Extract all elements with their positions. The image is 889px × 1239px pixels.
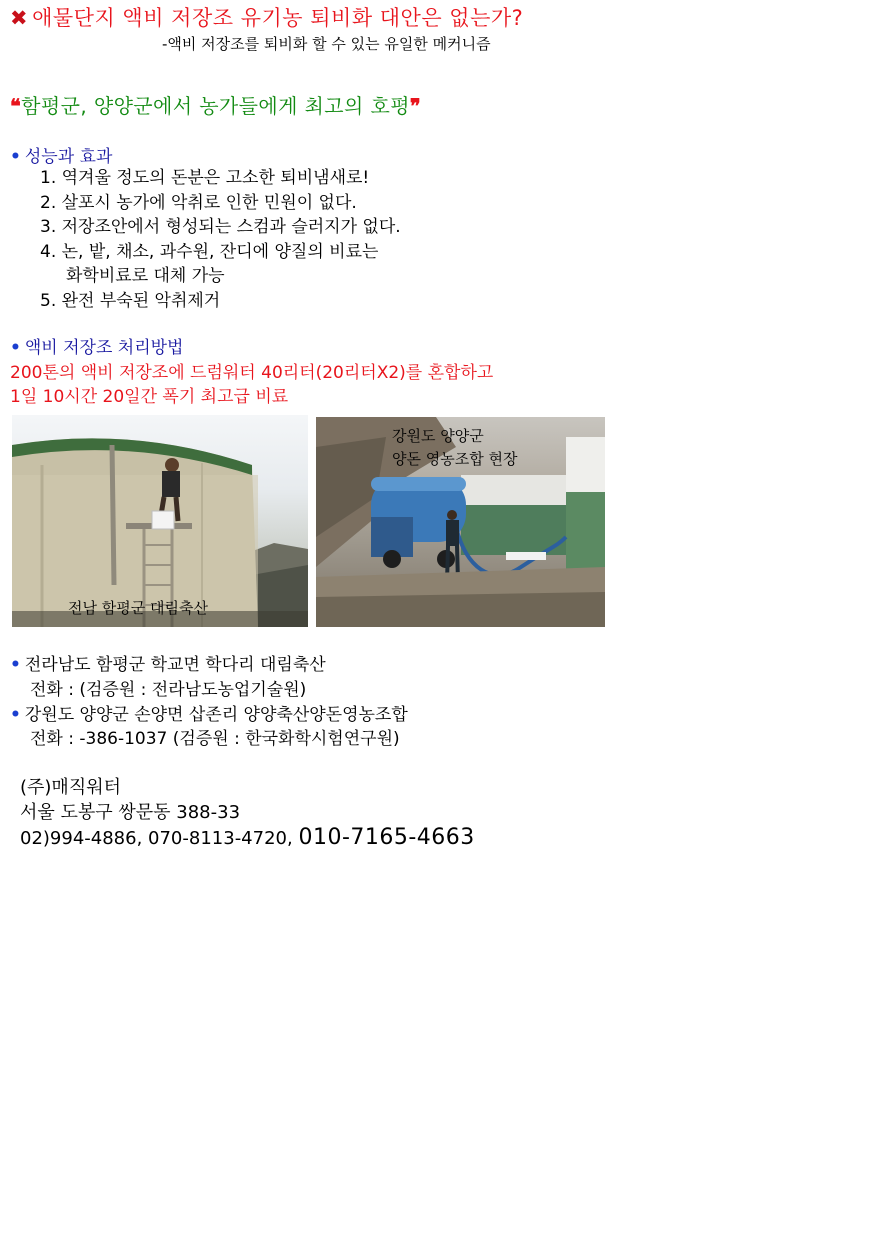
photo-caption-left: 전남 함평군 대림축산 (68, 599, 208, 617)
contact-2-text: 강원도 양양군 손양면 삽존리 양양축산양돈영농조합 (24, 705, 408, 725)
contact-2-name (10, 700, 408, 725)
contact-1-phone: 전화 : (검증원 : 전라남도농업기술원) (30, 680, 307, 700)
contact-1-text: 전라남도 함평군 학교면 학다리 대림축산 (24, 655, 326, 675)
bullet-icon: • (10, 705, 21, 725)
bullet-icon: • (10, 147, 21, 167)
bullet-icon: • (10, 655, 21, 675)
page-subtitle: -액비 저장조를 퇴비화 할 수 있는 유일한 메커니즘 (162, 35, 491, 53)
section-heading-method (10, 333, 183, 358)
x-mark-icon: ✖ (10, 6, 29, 30)
photo-caption-right-1: 강원도 양양군 (392, 427, 484, 445)
heading-text: 성능과 효과 (24, 147, 113, 167)
contact-2-phone: 전화 : -386-1037 (검증원 : 한국화학시험연구원) (30, 729, 400, 749)
company-phones: 02)994-4886, 070-8113-4720, (20, 828, 293, 849)
company-phones-row (20, 825, 475, 851)
method-line-2: 1일 10시간 20일간 폭기 최고급 비료 (10, 387, 289, 407)
heading-text: 액비 저장조 처리방법 (24, 338, 184, 358)
effects-list (40, 166, 401, 313)
title-text: 애물단지 액비 저장조 유기농 퇴비화 대안은 없는가? (32, 6, 524, 30)
close-quote-icon: ❞ (409, 94, 422, 118)
company-mobile: 010-7165-4663 (298, 825, 475, 850)
list-item: 3. 저장조안에서 형성되는 스컴과 슬러지가 없다. (40, 217, 401, 237)
company-info (20, 775, 475, 851)
list-item-continuation: 화학비료로 대체 가능 (66, 266, 225, 286)
quote-text: 함평군, 양양군에서 농가들에게 최고의 호평 (21, 94, 410, 118)
bullet-icon: • (10, 338, 21, 358)
contact-1-name (10, 650, 326, 675)
tank-photo-illustration (12, 415, 308, 627)
page-title (10, 2, 523, 32)
list-item: 4. 논, 밭, 채소, 과수원, 잔디에 양질의 비료는 (40, 241, 379, 262)
photo-caption-right-2: 양돈 영농조합 현장 (392, 450, 518, 468)
list-item: 2. 살포시 농가에 악취로 인한 민원이 없다. (40, 192, 357, 213)
list-item: 5. 완전 부숙된 악취제거 (40, 290, 221, 311)
section-heading-effects (10, 142, 112, 167)
company-address: 서울 도봉구 쌍문동 388-33 (20, 802, 241, 823)
photo-yangyang-site (316, 417, 605, 627)
method-line-1: 200톤의 액비 저장조에 드럼워터 40리터(20리터X2)를 혼합하고 (10, 363, 494, 383)
highlight-quote (10, 90, 421, 119)
photo-hampyeong-tank (12, 415, 308, 627)
company-name: (주)매직워터 (20, 777, 121, 798)
list-item: 1. 역겨울 정도의 돈분은 고소한 퇴비냄새로! (40, 168, 370, 188)
open-quote-icon: ❝ (10, 94, 22, 118)
